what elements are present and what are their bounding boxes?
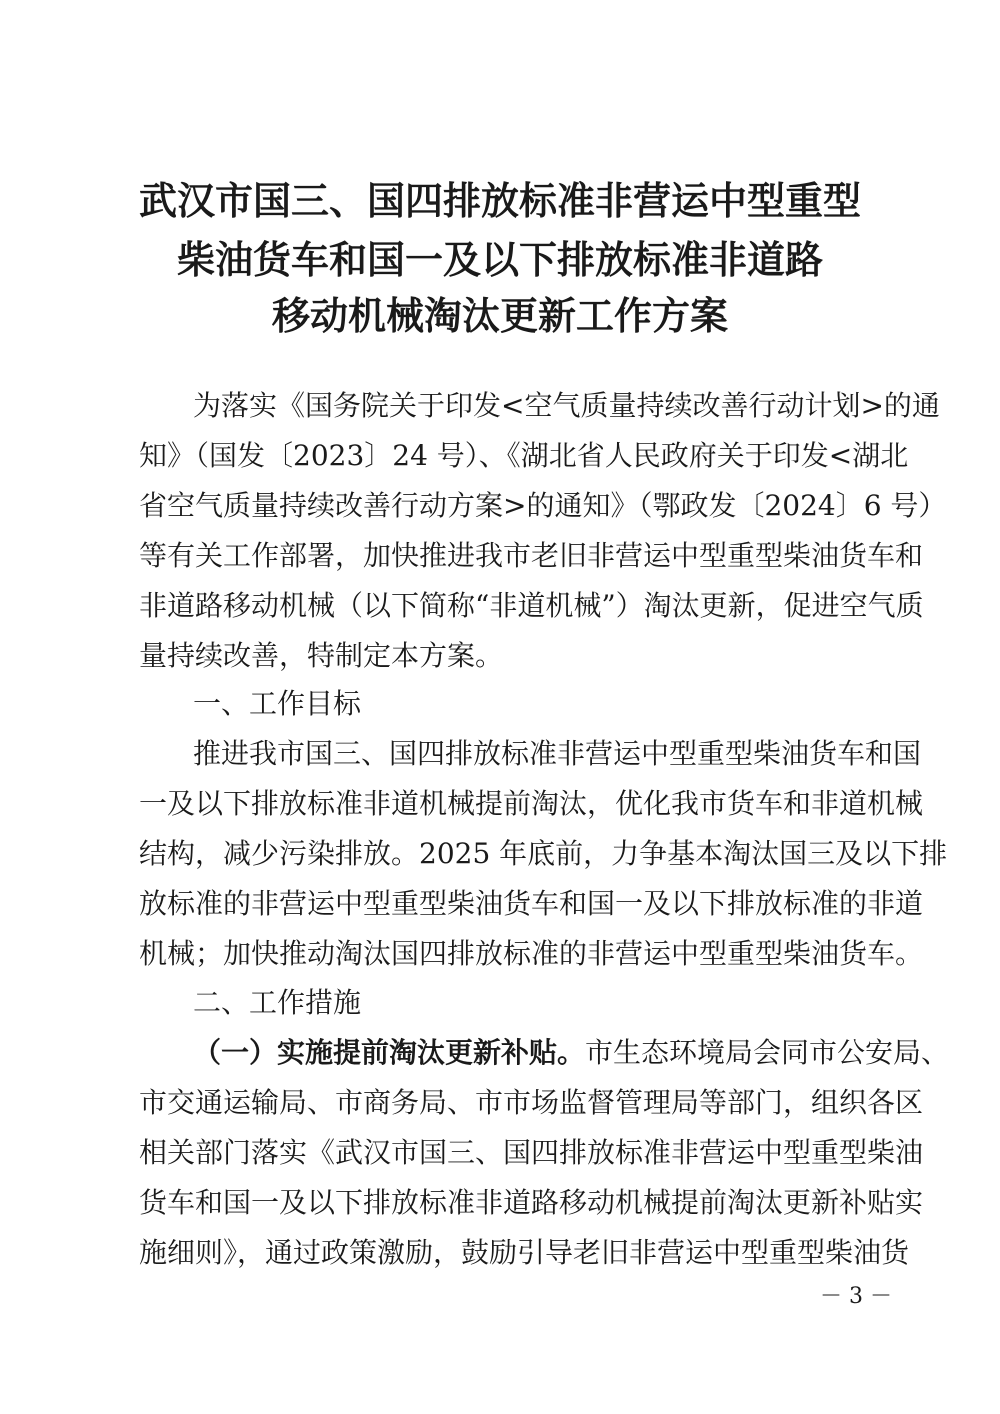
intro-line-1: 为落实《国务院关于印发<空气质量持续改善行动计划>的通 [193, 389, 940, 422]
intro-line-3: 省空气质量持续改善行动方案>的通知》（鄂政发〔2024〕6 号） [139, 489, 947, 522]
document-title-line-1: 武汉市国三、国四排放标准非营运中型重型 [138, 179, 861, 223]
section-2-item-1-first-rest: 市生态环境局会同市公安局、 [585, 1036, 950, 1069]
section-1-line-1: 推进我市国三、国四排放标准非营运中型重型柴油货车和国 [193, 737, 922, 770]
section-1-line-5: 机械；加快推动淘汰国四排放标准的非营运中型重型柴油货车。 [139, 937, 924, 970]
section-2-line-4: 货车和国一及以下排放标准非道路移动机械提前淘汰更新补贴实 [139, 1186, 924, 1219]
intro-line-2: 知》（国发〔2023〕24 号）、《湖北省人民政府关于印发<湖北 [139, 439, 909, 472]
intro-line-5: 非道路移动机械（以下简称“非道机械”）淘汰更新，促进空气质 [139, 589, 924, 622]
section-2-heading: 二、工作措施 [193, 986, 362, 1019]
document-title-line-3: 移动机械淘汰更新工作方案 [271, 294, 728, 338]
section-1-line-4: 放标准的非营运中型重型柴油货车和国一及以下排放标准的非道 [139, 887, 924, 920]
document-title-line-2: 柴油货车和国一及以下排放标准非道路 [176, 238, 823, 282]
section-2-item-1-lead: （一）实施提前淘汰更新补贴。 [193, 1036, 586, 1069]
intro-line-4: 等有关工作部署，加快推进我市老旧非营运中型重型柴油货车和 [139, 539, 924, 572]
section-1-line-3: 结构，减少污染排放。2025 年底前，力争基本淘汰国三及以下排 [139, 837, 948, 870]
page-number: － 3 － [820, 1284, 892, 1309]
section-2-line-5: 施细则》，通过政策激励，鼓励引导老旧非营运中型重型柴油货 [139, 1236, 910, 1269]
section-2-item-1-first-line [193, 1033, 950, 1073]
section-2-line-3: 相关部门落实《武汉市国三、国四排放标准非营运中型重型柴油 [139, 1136, 924, 1169]
intro-line-6: 量持续改善，特制定本方案。 [139, 639, 504, 672]
section-1-heading: 一、工作目标 [193, 687, 362, 720]
section-1-line-2: 一及以下排放标准非道机械提前淘汰，优化我市货车和非道机械 [139, 787, 924, 820]
section-2-line-2: 市交通运输局、市商务局、市市场监督管理局等部门，组织各区 [139, 1086, 924, 1119]
